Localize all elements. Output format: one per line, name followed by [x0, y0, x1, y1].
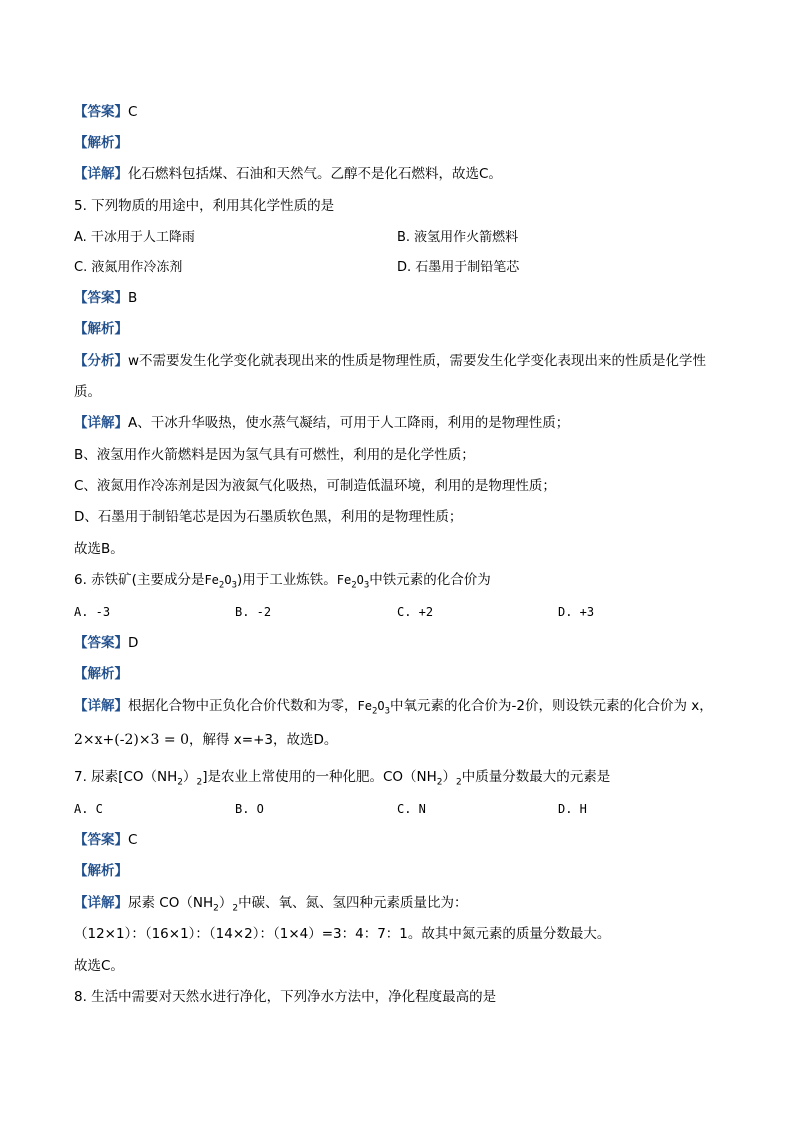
- q7-stem-part: 中质量分数最大的元素是: [461, 769, 611, 785]
- q6-detail: [74, 697, 713, 720]
- formula-fe: Fe: [336, 573, 352, 587]
- formula: [336, 573, 370, 591]
- q6-stem: [74, 571, 491, 594]
- q6-stem-part: )用于工业炼铁。: [236, 572, 337, 588]
- q7-stem: [74, 768, 610, 792]
- formula-fe: Fe: [357, 699, 372, 713]
- formula-sub: 2: [436, 777, 443, 788]
- q6-stem-part: 6. 赤铁矿(主要成分是: [74, 572, 205, 588]
- q7-stem-part: ]是农业上常使用的一种化肥。CO（NH: [202, 769, 437, 785]
- q7-stem-part: ）: [442, 769, 457, 785]
- q4-detail: [74, 165, 502, 183]
- detail-tag: 【详解】: [74, 895, 128, 911]
- q5-fenxi-cont: 质。: [74, 384, 101, 400]
- answer-value: D: [128, 635, 139, 651]
- q7-stem-part: ）: [182, 769, 197, 785]
- q5-analysis: [74, 320, 128, 338]
- q7-answer: [74, 831, 137, 849]
- formula-sub: 2: [456, 777, 462, 788]
- q5-detail-b: B、液氢用作火箭燃料是因为氢气具有可燃性，利用的是化学性质；: [74, 447, 475, 463]
- q5-option-d: D. 石墨用于制铅笔芯: [397, 260, 520, 275]
- q5-fenxi: [74, 352, 706, 370]
- detail-text: ）: [218, 895, 233, 911]
- q6-option-a: A. -3: [74, 605, 111, 619]
- answer-tag: 【答案】: [74, 290, 128, 306]
- detail-text: ，解得 x=+3，故选D。: [189, 732, 338, 748]
- formula-o: O: [356, 573, 364, 587]
- q7-option-c: C. N: [397, 802, 426, 816]
- formula-sub: 3: [363, 580, 370, 591]
- detail-tag: 【详解】: [74, 415, 128, 431]
- detail-text: A、干冰升华吸热，使水蒸气凝结，可用于人工降雨，利用的是物理性质；: [128, 415, 570, 431]
- formula: [204, 573, 237, 591]
- answer-value: C: [128, 104, 138, 120]
- detail-text: 根据化合物中正负化合价代数和为零，: [128, 698, 358, 714]
- answer-tag: 【答案】: [74, 104, 128, 120]
- formula-sub: 2: [232, 903, 239, 914]
- q5-detail-a: [74, 414, 569, 432]
- q6-analysis: [74, 665, 128, 683]
- detail-tag: 【详解】: [74, 698, 128, 714]
- formula-fe: Fe: [204, 573, 219, 587]
- analysis-tag: 【解析】: [74, 863, 128, 879]
- q7-option-a: A. C: [74, 802, 103, 816]
- q6-answer: [74, 634, 138, 652]
- fenxi-text: w不需要发生化学变化就表现出来的性质是物理性质，需要发生化学变化表现出来的性质是化学性: [128, 353, 707, 369]
- q7-stem-part: 7. 尿素[CO（NH: [74, 769, 178, 785]
- formula-sub: 2: [351, 580, 357, 591]
- answer-value: C: [128, 832, 138, 848]
- formula-sub: 3: [231, 580, 237, 591]
- answer-value: B: [128, 290, 138, 306]
- q5-conclusion: 故选B。: [74, 541, 124, 557]
- analysis-tag: 【解析】: [74, 135, 128, 151]
- q7-ratio: （12×1）：（16×1）：（14×2）：（1×4）=3：4：7：1。故其中氮元素的质量分数最大。: [74, 926, 611, 942]
- q6-option-d: D. +3: [558, 605, 595, 619]
- q7-option-b: B. O: [235, 802, 264, 816]
- q7-detail: [74, 894, 468, 918]
- equation: 2×x+(-2)×3 = 0: [74, 732, 190, 748]
- formula: [357, 699, 391, 717]
- q6-equation-line: [74, 731, 337, 749]
- q5-stem: 5. 下列物质的用途中，利用其化学性质的是: [74, 198, 335, 214]
- q5-detail-c: C、液氮用作冷冻剂是因为液氮气化吸热，可制造低温环境，利用的是物理性质；: [74, 478, 556, 494]
- answer-tag: 【答案】: [74, 635, 128, 651]
- q5-option-b: B. 液氢用作火箭燃料: [397, 230, 519, 245]
- detail-text: 中氧元素的化合价为-2价，则设铁元素的化合价为 x，: [390, 698, 713, 714]
- q6-option-b: B. -2: [235, 605, 272, 619]
- q5-option-a: A. 干冰用于人工降雨: [74, 230, 195, 245]
- formula-sub: 3: [384, 706, 391, 717]
- q8-stem: 8. 生活中需要对天然水进行净化，下列净水方法中，净化程度最高的是: [74, 989, 497, 1005]
- detail-tag: 【详解】: [74, 166, 128, 182]
- formula-o: O: [377, 699, 385, 713]
- formula-sub: 2: [196, 777, 203, 788]
- q7-analysis: [74, 862, 128, 880]
- detail-text: 化石燃料包括煤、石油和天然气。乙醇不是化石燃料，故选C。: [128, 166, 502, 182]
- q7-conclusion: 故选C。: [74, 958, 124, 974]
- analysis-tag: 【解析】: [74, 321, 128, 337]
- q4-analysis: [74, 134, 128, 152]
- q5-answer: [74, 289, 137, 307]
- detail-text: 中碳、氧、氮、氢四种元素质量比为：: [238, 895, 468, 911]
- formula-o: O: [224, 573, 232, 587]
- q5-option-c: C. 液氮用作冷冻剂: [74, 260, 183, 275]
- fenxi-tag: 【分析】: [74, 353, 128, 369]
- formula-sub: 2: [218, 580, 225, 591]
- q5-detail-d: D、石墨用于制铅笔芯是因为石墨质软色黑，利用的是物理性质；: [74, 509, 463, 525]
- q6-option-c: C. +2: [397, 605, 434, 619]
- detail-text: 尿素 CO（NH: [128, 895, 214, 911]
- q7-option-d: D. H: [558, 802, 587, 816]
- q6-stem-part: 中铁元素的化合价为: [369, 572, 491, 588]
- formula-sub: 2: [371, 706, 378, 717]
- formula-sub: 2: [177, 777, 183, 788]
- q4-answer: [74, 103, 137, 121]
- answer-tag: 【答案】: [74, 832, 128, 848]
- analysis-tag: 【解析】: [74, 666, 128, 682]
- formula-sub: 2: [213, 903, 219, 914]
